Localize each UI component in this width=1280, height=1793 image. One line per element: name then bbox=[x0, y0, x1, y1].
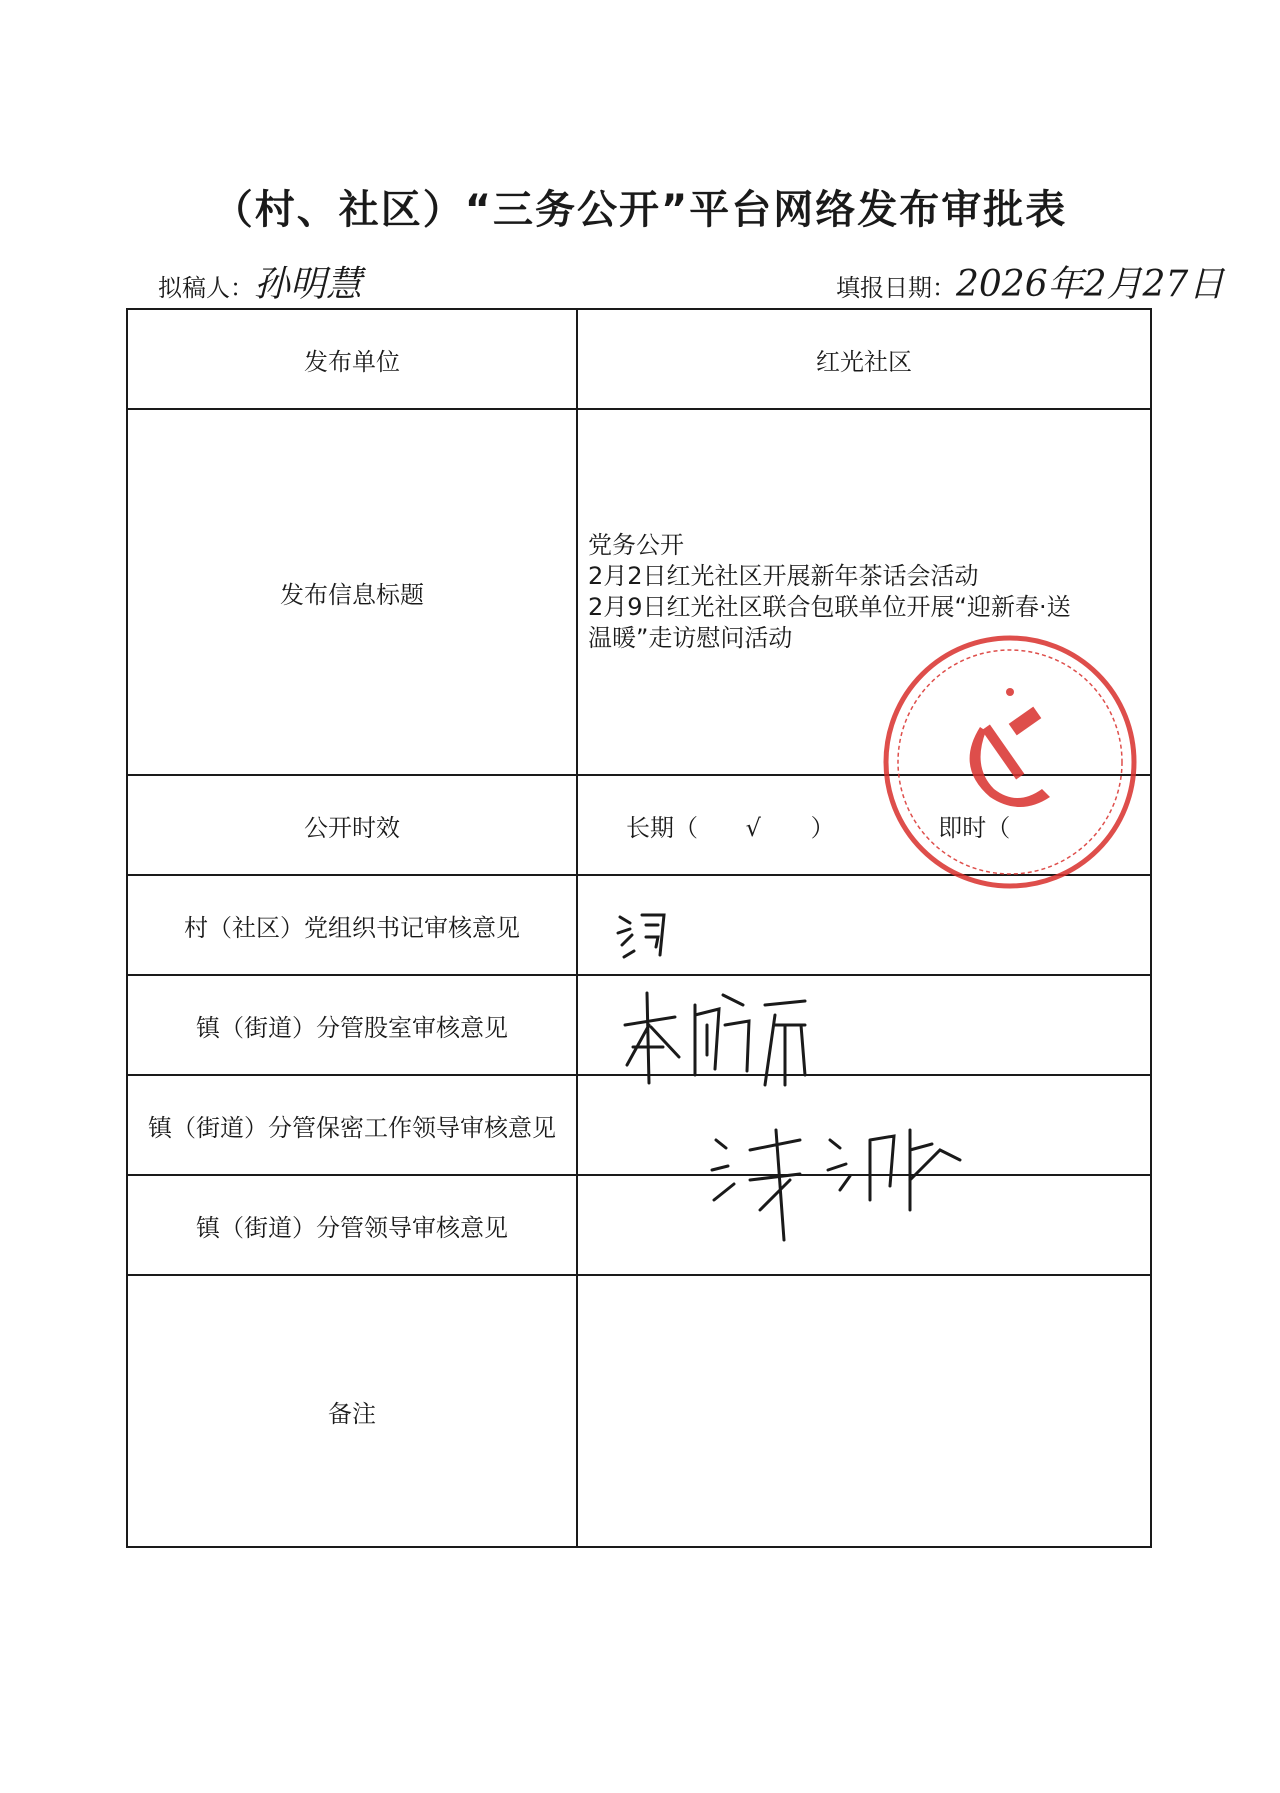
leader-label: 镇（街道）分管领导审核意见 bbox=[127, 1175, 577, 1275]
leader-opinion bbox=[577, 1175, 1151, 1275]
info-title-label: 发布信息标题 bbox=[127, 409, 577, 775]
info-title-line: 温暖”走访慰问活动 bbox=[588, 624, 793, 652]
info-title-line: 2月2日红光社区开展新年茶话会活动 bbox=[588, 562, 979, 590]
timing-label: 公开时效 bbox=[127, 775, 577, 875]
publisher-value: 红光社区 bbox=[577, 309, 1151, 409]
office-opinion bbox=[577, 975, 1151, 1075]
form-title: （村、社区）“三务公开”平台网络发布审批表 bbox=[212, 187, 1068, 233]
remarks-label: 备注 bbox=[127, 1275, 577, 1547]
info-title-line: 党务公开 bbox=[588, 531, 684, 559]
row-office bbox=[127, 975, 1151, 1075]
remarks-value bbox=[577, 1275, 1151, 1547]
fill-date-value: 2026年2月27日 bbox=[956, 264, 1225, 305]
approval-table bbox=[126, 308, 1152, 1548]
fill-date-label: 填报日期： bbox=[836, 274, 956, 302]
check-mark: √ bbox=[745, 813, 761, 842]
immediate-option: 即时（ bbox=[938, 813, 1011, 842]
drafter-label: 拟稿人： bbox=[158, 274, 254, 302]
secretary-opinion bbox=[577, 875, 1151, 975]
row-timing bbox=[127, 775, 1151, 875]
long-term-option: 长期（ bbox=[626, 813, 698, 842]
row-info-title bbox=[127, 409, 1151, 775]
row-confidential bbox=[127, 1075, 1151, 1175]
info-title-value bbox=[577, 409, 1151, 775]
timing-value bbox=[577, 775, 1151, 875]
row-leader bbox=[127, 1175, 1151, 1275]
confidential-opinion bbox=[577, 1075, 1151, 1175]
confidential-label: 镇（街道）分管保密工作领导审核意见 bbox=[127, 1075, 577, 1175]
row-publisher bbox=[127, 309, 1151, 409]
fill-date bbox=[836, 256, 1224, 307]
drafter-name: 孙明慧 bbox=[254, 264, 363, 305]
row-remarks bbox=[127, 1275, 1151, 1547]
long-term-close: ） bbox=[810, 813, 835, 842]
secretary-label: 村（社区）党组织书记审核意见 bbox=[127, 875, 577, 975]
row-secretary bbox=[127, 875, 1151, 975]
info-title-line: 2月9日红光社区联合包联单位开展“迎新春·送 bbox=[588, 593, 1071, 621]
office-label: 镇（街道）分管股室审核意见 bbox=[127, 975, 577, 1075]
drafter bbox=[158, 256, 362, 307]
publisher-label: 发布单位 bbox=[127, 309, 577, 409]
